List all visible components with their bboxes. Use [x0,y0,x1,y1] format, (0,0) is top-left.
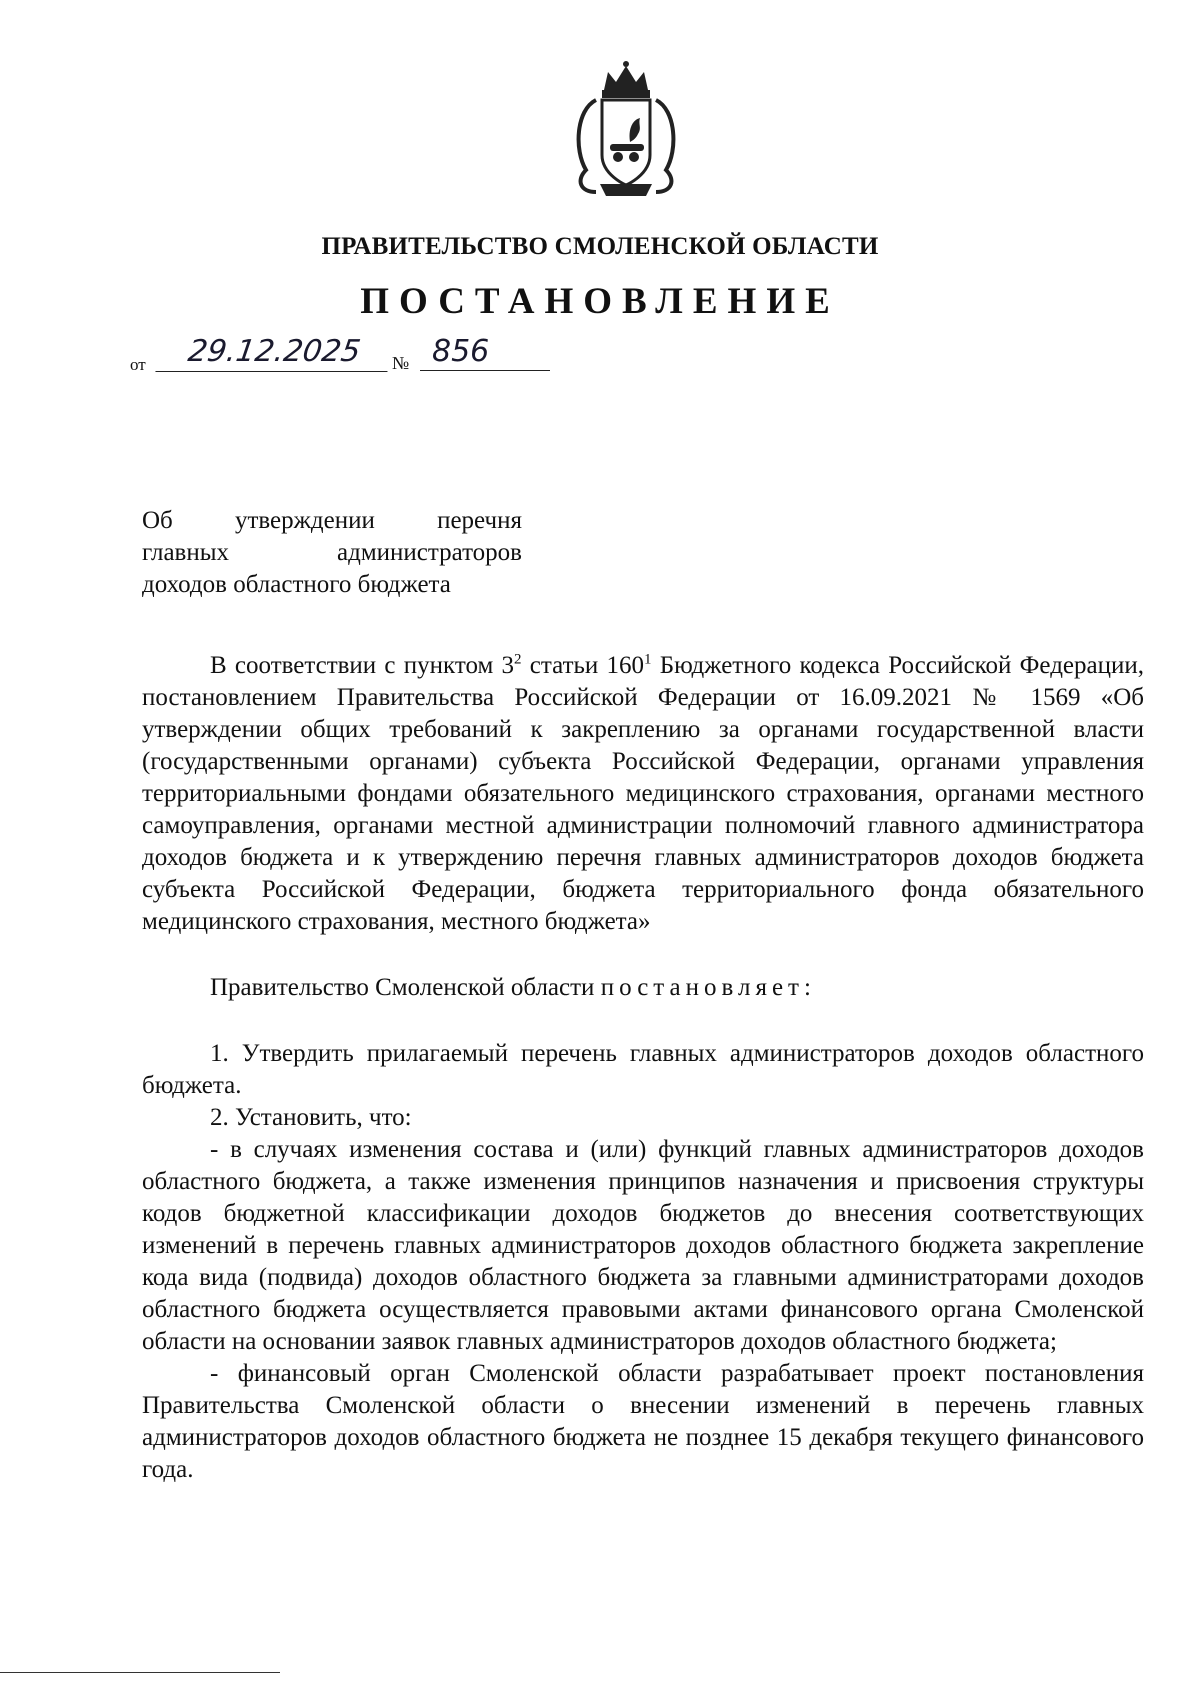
superscript: 1 [644,651,652,668]
document-body [142,650,1144,1486]
superscript: 2 [514,651,522,668]
date-number-line [130,335,550,375]
resolves-lead: Правительство Смоленской области [210,974,601,1001]
resolves-paragraph [142,972,1144,1004]
item-2-clause-b: - финансовый орган Смоленской области разрабатывает проект постановления Правительства Смоленской области о внесении изменений в перечень главных администраторов доходов областного бюджета не позднее 15 декабря текущего финансового года. [142,1360,1144,1483]
resolves-verb: постановляет: [600,974,816,1001]
item-1: 1. Утвердить прилагаемый перечень главных администраторов доходов областного бюджета. [142,1040,1144,1099]
preamble-paragraph [142,650,1144,938]
date-prefix: от [130,355,146,374]
number-label: № [392,353,410,373]
subject-line: главных администраторов [142,539,522,566]
subject-line: доходов областного бюджета [142,571,451,598]
subject-line: Об утверждении перечня [142,507,522,534]
preamble-text: В соответствии с пунктом 3 [210,652,515,679]
footer-rule [0,1672,280,1673]
handwritten-number: 856 [420,335,550,371]
item-2-clause-a: - в случаях изменения состава и (или) функций главных администраторов доходов областного бюджета, а также изменения принципов назначения и присвоения структуры кодов бюджетной классификации доходов бюджетов до внесения соответствующих изменений в перечень главных администраторов доходов областного бюджета закрепление кода вида (подвида) доходов областного бюджета за главными администраторами доходов областного бюджета осуществляется правовыми актами финансового органа Смоленской области на основании заявок главных администраторов доходов областного бюджета; [142,1136,1144,1355]
subject-block [142,505,522,601]
item-2: 2. Установить, что: [210,1104,412,1131]
document-type-title: ПОСТАНОВЛЕНИЕ [360,281,840,322]
coat-of-arms-emblem [566,60,686,200]
organization-title: ПРАВИТЕЛЬСТВО СМОЛЕНСКОЙ ОБЛАСТИ [321,233,879,260]
preamble-text: статьи 160 [521,652,645,679]
handwritten-date: 29.12.2025 [155,335,392,372]
preamble-text: Бюджетного кодекса Российской Федерации, постановлением Правительства Российской Федерации от 16.09.2021 № 1569 «Об утверждении общих требований к закреплению за органами государственной власти (государственными органами) субъекта Российской Федерации, органами управления территориальными фондами обязательного медицинского страхования, органами местного самоуправления, органами местной администрации полномочий главного администратора доходов бюджета и к утверждению перечня главных администраторов доходов бюджета субъекта Российской Федерации, бюджета территориального фонда обязательного медицинского страхования, местного бюджета» [142,652,1144,935]
